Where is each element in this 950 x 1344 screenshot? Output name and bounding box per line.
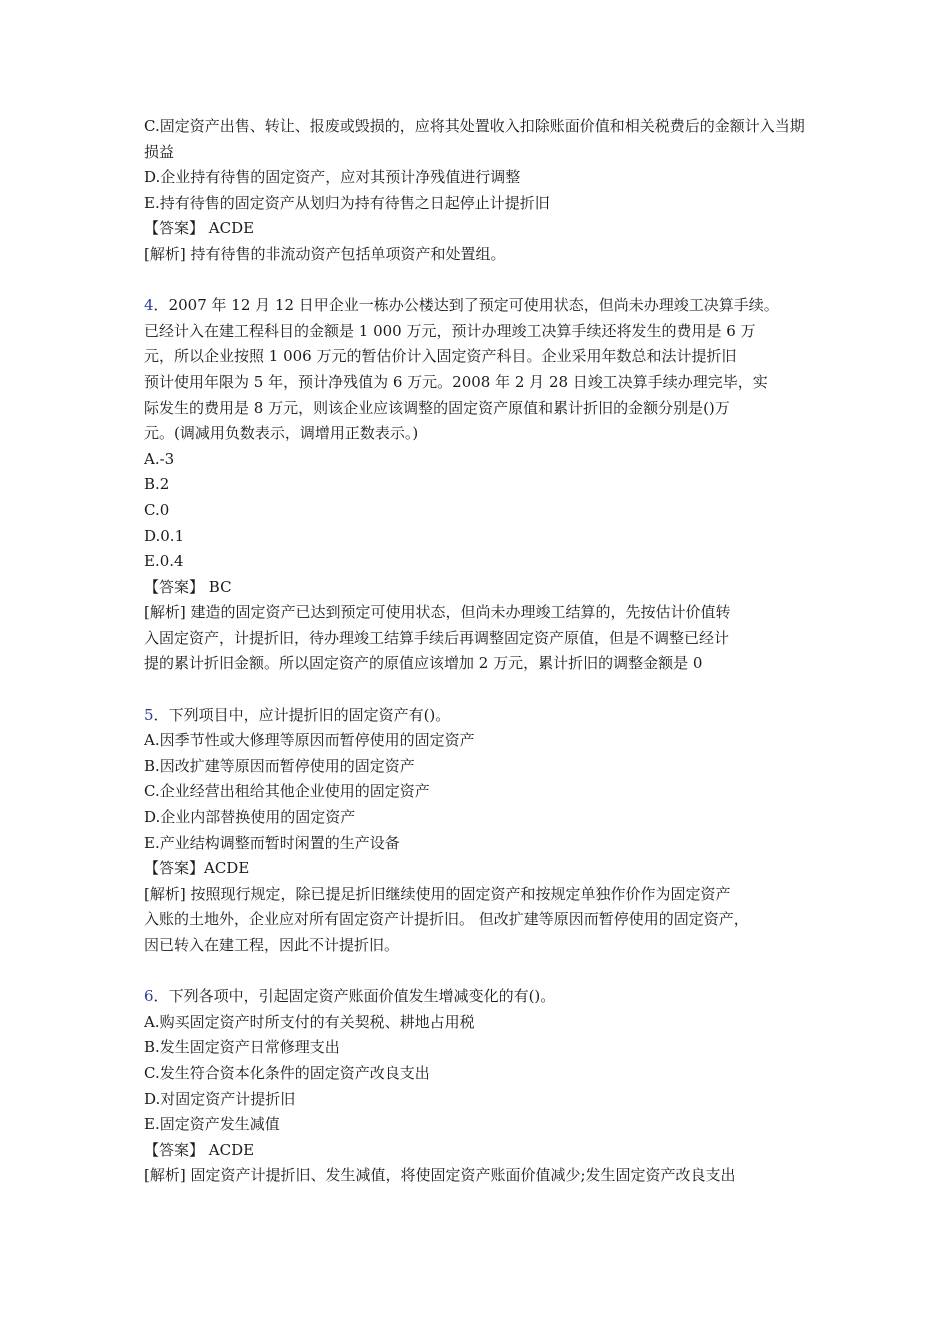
option: D.企业内部替换使用的固定资产: [144, 808, 356, 827]
question-number: 6: [144, 987, 154, 1006]
option: A.购买固定资产时所支付的有关契税、耕地占用税: [144, 1012, 475, 1031]
question-number-sep: ．: [153, 705, 169, 724]
prev-question: [144, 114, 816, 268]
answer: 【答案】ACDE: [144, 859, 250, 878]
stem-text: 下列各项中，引起固定资产账面价值发生增减变化的有()。: [168, 987, 556, 1006]
stem-line: 元，所以企业按照 1 006 万元的暂估价计入固定资产科目。企业采用年数总和法计提折旧: [144, 347, 737, 366]
analysis-line: 提的累计折旧金额。所以固定资产的原值应该增加 2 万元，累计折旧的调整金额是 0: [144, 654, 703, 673]
question-number: 5: [144, 705, 154, 724]
stem-line: 际发生的费用是 8 万元，则该企业应该调整的固定资产原值和累计折旧的金额分别是()万: [144, 398, 730, 417]
option: C.固定资产出售、转让、报废或毁损的，应将其处置收入扣除账面价值和相关税费后的金额计入当期损益: [144, 117, 805, 161]
option: A.因季节性或大修理等原因而暂停使用的固定资产: [144, 731, 475, 750]
option: E.持有待售的固定资产从划归为持有待售之日起停止计提折旧: [144, 193, 550, 212]
stem-line: 元。(调减用负数表示，调增用正数表示。): [144, 424, 419, 443]
spacer: [144, 677, 816, 703]
document-content: [144, 114, 816, 1189]
option: E.产业结构调整而暂时闲置的生产设备: [144, 833, 400, 852]
stem-text: 2007 年 12 月 12 日甲企业一栋办公楼达到了预定可使用状态，但尚未办理竣工决算手续。: [168, 296, 779, 315]
option: C.企业经营出租给其他企业使用的固定资产: [144, 782, 430, 801]
answer: 【答案】 BC: [144, 577, 232, 596]
analysis-line: [解析] 按照现行规定，除已提足折旧继续使用的固定资产和按规定单独作价作为固定资产: [144, 884, 731, 903]
analysis-line: [解析] 固定资产计提折旧、发生减值，将使固定资产账面价值减少;发生固定资产改良支出: [144, 1166, 736, 1185]
answer: 【答案】 ACDE: [144, 219, 255, 238]
analysis-line: 入账的土地外，企业应对所有固定资产计提折旧。 但改扩建等原因而暂停使用的固定资产，: [144, 910, 749, 929]
option: B.发生固定资产日常修理支出: [144, 1038, 340, 1057]
question-4: [144, 293, 816, 677]
spacer: [144, 268, 816, 294]
analysis: [解析] 持有待售的非流动资产包括单项资产和处置组。: [144, 244, 506, 263]
option: B.2: [144, 475, 170, 494]
option: D.对固定资产计提折旧: [144, 1089, 296, 1108]
question-stem: [144, 293, 816, 319]
question-stem: [144, 703, 816, 729]
option: A.-3: [144, 449, 175, 468]
analysis-line: [解析] 建造的固定资产已达到预定可使用状态，但尚未办理竣工结算的，先按估计价值转: [144, 603, 731, 622]
option: D.0.1: [144, 526, 185, 545]
answer: 【答案】 ACDE: [144, 1140, 255, 1159]
question-number-sep: ．: [153, 296, 169, 315]
stem-line: 已经计入在建工程科目的金额是 1 000 万元，预计办理竣工决算手续还将发生的费用是 6 万: [144, 321, 756, 340]
question-5: [144, 703, 816, 959]
option: D.企业持有待售的固定资产，应对其预计净残值进行调整: [144, 168, 521, 187]
question-6: [144, 984, 816, 1189]
stem-line: 预计使用年限为 5 年，预计净残值为 6 万元。2008 年 2 月 28 日竣工决算手续办理完毕，实: [144, 372, 768, 391]
option: C.0: [144, 500, 170, 519]
analysis-line: 入固定资产，计提折旧，待办理竣工结算手续后再调整固定资产原值，但是不调整已经计: [144, 628, 730, 647]
spacer: [144, 959, 816, 985]
stem-text: 下列项目中，应计提折旧的固定资产有()。: [168, 705, 451, 724]
question-stem: [144, 984, 816, 1010]
question-number: 4: [144, 296, 154, 315]
option: E.0.4: [144, 552, 184, 571]
option: E.固定资产发生减值: [144, 1115, 280, 1134]
analysis-line: 因已转入在建工程，因此不计提折旧。: [144, 936, 400, 954]
option: B.因改扩建等原因而暂停使用的固定资产: [144, 756, 415, 775]
question-number-sep: ．: [153, 987, 169, 1006]
option: C.发生符合资本化条件的固定资产改良支出: [144, 1063, 430, 1082]
